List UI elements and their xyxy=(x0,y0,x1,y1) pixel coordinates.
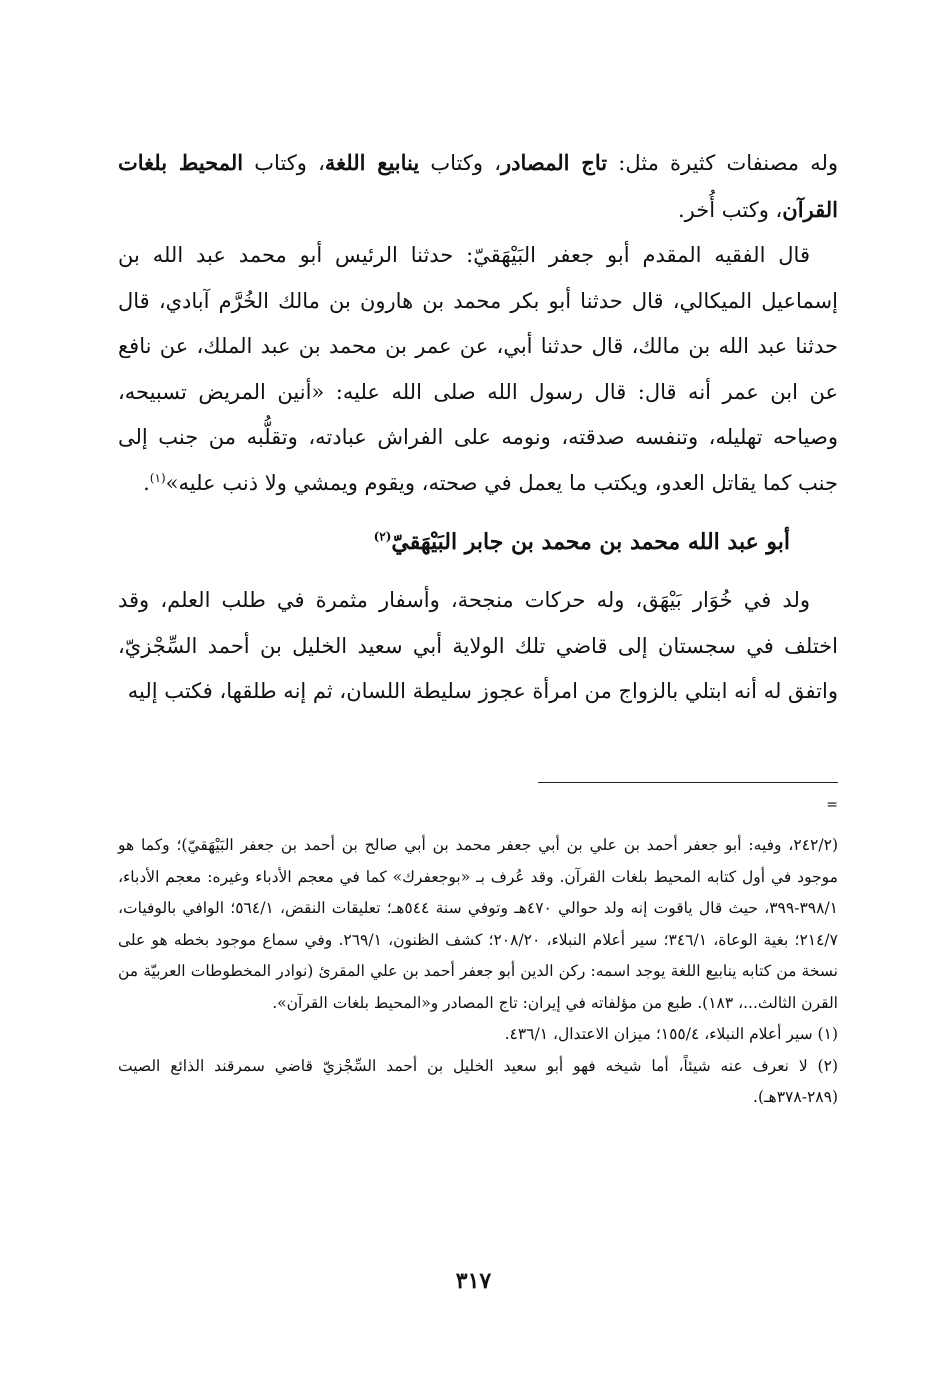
footnotes xyxy=(118,830,838,1114)
works-intro: وله مصنفات كثيرة مثل: xyxy=(607,151,839,175)
paragraph-works xyxy=(118,140,838,233)
footnote-2: (٢) لا نعرف عنه شيئاً، أما شيخه فهو أبو سعيد الخليل بن أحمد السِّجْزيّ قاضي سمرقند الذائع الصيت (٢٨٩-٣٧٨هـ). xyxy=(118,1056,838,1106)
footnote-ref-2: (٢) xyxy=(373,529,392,544)
page-number: ٣١٧ xyxy=(455,1268,492,1294)
section-heading xyxy=(118,518,838,566)
works-sep-2: ، وكتاب xyxy=(243,151,325,175)
hadith-end: . xyxy=(143,470,150,495)
page-body xyxy=(118,140,839,1106)
hadith-text: قال الفقيه المقدم أبو جعفر البَيْهَقيّ: حدثنا الرئيس أبو محمد عبد الله بن إسماعيل الميكالي، قال حدثنا أبو بكر محمد بن هارون بن مالك الخُرَّم آبادي، قال حدثنا عبد الله بن مالك، قال حدثنا أبي، عن عمر بن محمد بن عبد الملك، عن نافع عن ابن عمر أنه قال: قال رسول الله صلى الله عليه: «أنين المريض تسبيحه، وصياحه تهليله، وتنفسه صدقته، ونومه على الفراش عبادته، وتقلُّبه من جنب إلى جنب كما يقاتل العدو، ويكتب ما يعمل في صحته، ويقوم ويمشي ولا ذنب عليه» xyxy=(118,243,838,495)
biography-text: ولد في خُوَار بَيْهَق، وله حركات منجحة، وأسفار مثمرة في طلب العلم، وقد اختلف في سجستان إلى قاضي تلك الولاية أبي سعيد الخليل بن أحمد السِّجْزيّ، واتفق له أنه ابتلي بالزواج من امرأة عجوز سليطة اللسان، ثم إنه طلقها، فكتب إليه xyxy=(118,588,838,703)
book-title-taj-al-masadir: تاج المصادر xyxy=(501,150,608,175)
heading-text: أبو عبد الله محمد بن محمد بن جابر البَيْهَقيّ xyxy=(391,529,790,555)
footnote-1: (١) سير أعلام النبلاء، ١٥٥/٤؛ ميزان الاعتدال، ٤٣٦/١. xyxy=(504,1025,838,1043)
continuation-marker: = xyxy=(826,797,838,813)
main-text xyxy=(118,140,838,715)
footnote-continued: (٢٤٢/٢، وفيه: أبو جعفر أحمد بن علي بن أبي جعفر محمد بن أبي صالح بن أحمد بن جعفر البَيْهَقيّ)؛ وكما هو موجود في أول كتابه المحيط بلغات القرآن. وقد عُرف بـ «بوجعفرك» كما في معجم الأدباء وغيره: معجم الأدباء، ٣٩٨/١-٣٩٩، حيث قال ياقوت إنه ولد حوالي ٤٧٠هـ وتوفي سنة ٥٤٤هـ؛ تعليقات النقض، ٥٦٤/١؛ الوافي بالوفيات، ٢١٤/٧؛ بغية الوعاة، ٣٤٦/١؛ سير أعلام النبلاء، ٢٠٨/٢٠؛ كشف الظنون، ٢٦٩/١. وفي سماع موجود بخطه هو على نسخة من كتابه ينابيع اللغة يوجد اسمه: ركن الدين أبو جعفر أحمد بن علي المقرئ (نوادر المخطوطات العربيّة من القرن الثالث...، ١٨٣). طبع من مؤلفاته في إيران: تاج المصادر و«المحيط بلغات القرآن». xyxy=(118,836,838,1012)
footnote-divider xyxy=(538,782,838,783)
works-end: ، وكتب أُخر. xyxy=(677,197,783,222)
paragraph-biography xyxy=(118,578,838,715)
book-title-yanabi-al-lugha: ينابيع اللغة xyxy=(324,150,420,175)
book-title-al-muhit: المحيط بلغات القرآن xyxy=(118,150,838,222)
paragraph-hadith xyxy=(118,233,838,506)
works-sep-1: ، وكتاب xyxy=(419,151,501,175)
footnote-ref-1: (١) xyxy=(149,470,166,485)
